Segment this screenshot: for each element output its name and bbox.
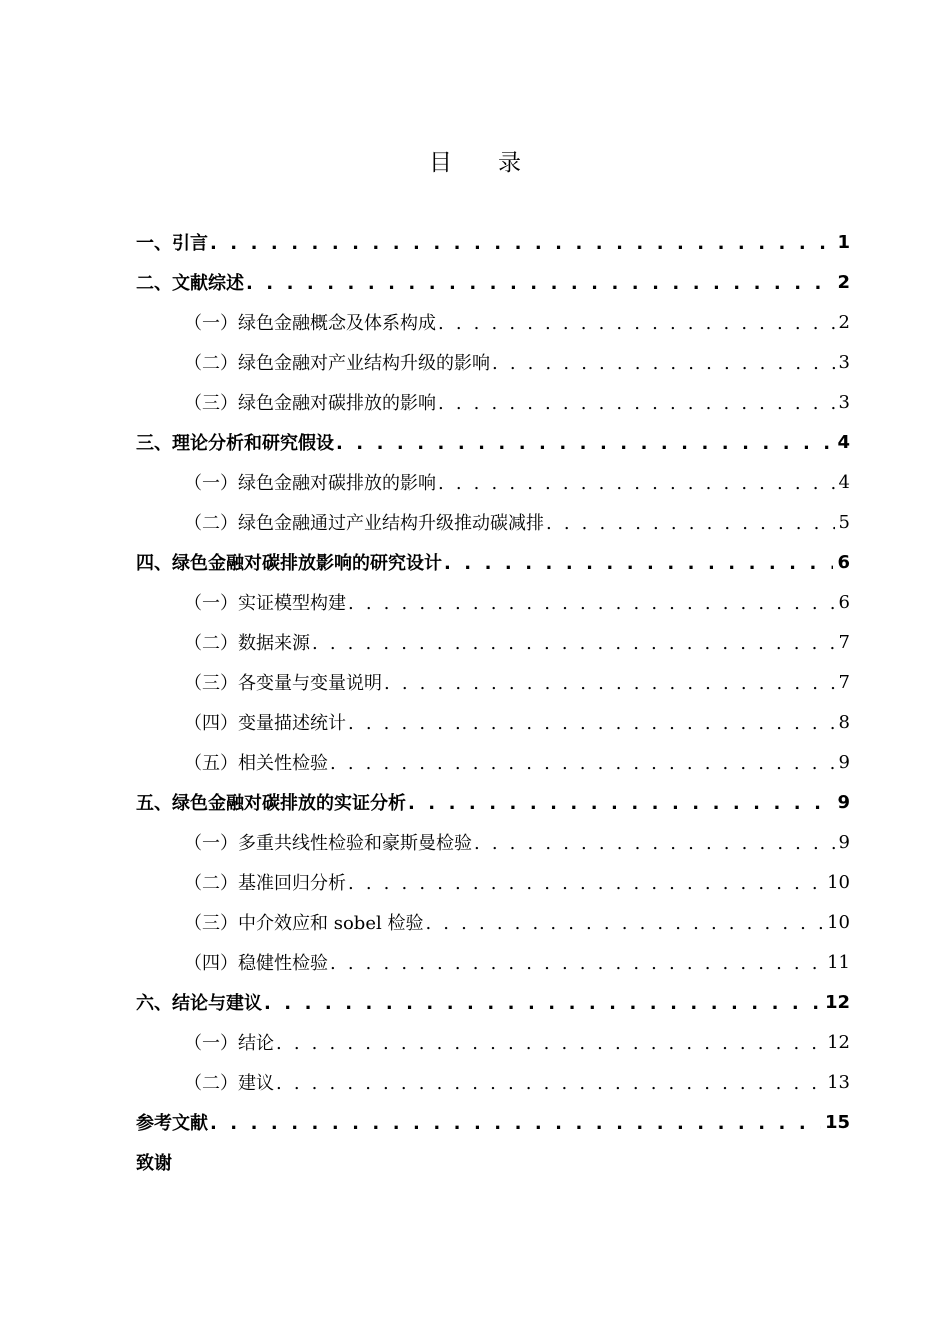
- toc-chapter-entry[interactable]: [136, 1102, 850, 1142]
- toc-section-entry[interactable]: [136, 302, 850, 342]
- toc-entry-title: 绿色金融通过产业结构升级推动碳减排: [238, 513, 544, 534]
- toc-page-number: 6: [837, 551, 850, 573]
- toc-dot-leader: [264, 993, 821, 1014]
- toc-dot-leader: [348, 593, 835, 614]
- toc-entry-title: 变量描述统计: [238, 713, 346, 734]
- toc-entry-title: 基准回归分析: [238, 873, 346, 894]
- table-of-contents: [136, 222, 850, 1182]
- toc-entry-title: 一、引言: [136, 233, 208, 254]
- toc-entry-title: 绿色金融对碳排放的影响: [238, 393, 436, 414]
- toc-dot-leader: [474, 833, 835, 854]
- toc-entry-number: （四）: [184, 713, 238, 734]
- toc-dot-leader: [276, 1073, 823, 1094]
- toc-page-number: 6: [838, 591, 850, 613]
- toc-entry-title: 数据来源: [238, 633, 310, 654]
- toc-page-number: 1: [837, 231, 850, 253]
- toc-section-entry[interactable]: [136, 742, 850, 782]
- toc-entry-title: 相关性检验: [238, 753, 328, 774]
- toc-page-number: 15: [824, 1111, 850, 1133]
- toc-dot-leader: [276, 1033, 823, 1054]
- toc-dot-leader: [336, 433, 833, 454]
- toc-section-entry[interactable]: [136, 702, 850, 742]
- toc-section-entry[interactable]: [136, 862, 850, 902]
- toc-section-entry[interactable]: [136, 502, 850, 542]
- toc-page-number: 4: [838, 471, 850, 493]
- toc-section-entry[interactable]: [136, 582, 850, 622]
- toc-entry-number: （三）: [184, 913, 238, 934]
- toc-page-number: 4: [837, 431, 850, 453]
- toc-chapter-entry[interactable]: [136, 782, 850, 822]
- toc-chapter-entry[interactable]: [136, 262, 850, 302]
- toc-page-number: 11: [827, 951, 850, 973]
- toc-page-number: 7: [838, 671, 850, 693]
- toc-entry-title: 建议: [238, 1073, 274, 1094]
- toc-dot-leader: [330, 753, 835, 774]
- toc-dot-leader: [438, 313, 835, 334]
- toc-entry-title: 绿色金融对碳排放的影响: [238, 473, 436, 494]
- toc-entry-title: 绿色金融概念及体系构成: [238, 313, 436, 334]
- toc-dot-leader: [425, 913, 823, 934]
- toc-page-number: 3: [838, 351, 850, 373]
- toc-entry-title: 五、绿色金融对碳排放的实证分析: [136, 793, 406, 814]
- toc-dot-leader: [348, 713, 835, 734]
- toc-chapter-entry[interactable]: [136, 422, 850, 462]
- toc-chapter-entry[interactable]: [136, 222, 850, 262]
- toc-section-entry[interactable]: [136, 382, 850, 422]
- toc-dot-leader: [210, 233, 833, 254]
- toc-page-number: 12: [827, 1031, 850, 1053]
- toc-entry-number: （二）: [184, 1073, 238, 1094]
- toc-section-entry[interactable]: [136, 662, 850, 702]
- toc-entry-number: （一）: [184, 313, 238, 334]
- toc-entry-number: （一）: [184, 473, 238, 494]
- toc-entry-number: （四）: [184, 953, 238, 974]
- toc-dot-leader: [492, 353, 835, 374]
- toc-dot-leader: [408, 793, 833, 814]
- toc-section-entry[interactable]: [136, 342, 850, 382]
- toc-section-entry[interactable]: [136, 822, 850, 862]
- toc-page-number: 10: [827, 871, 850, 893]
- toc-page-number: 7: [838, 631, 850, 653]
- toc-entry-title: 稳健性检验: [238, 953, 328, 974]
- toc-page-number: 9: [837, 791, 850, 813]
- toc-dot-leader: [444, 553, 833, 574]
- toc-page-number: 2: [838, 311, 850, 333]
- toc-entry-number: （一）: [184, 833, 238, 854]
- toc-section-entry[interactable]: [136, 622, 850, 662]
- toc-entry-number: （二）: [184, 633, 238, 654]
- toc-page-number: 9: [838, 751, 850, 773]
- toc-entry-title: 四、绿色金融对碳排放影响的研究设计: [136, 553, 442, 574]
- toc-dot-leader: [330, 953, 823, 974]
- toc-section-entry[interactable]: [136, 1022, 850, 1062]
- toc-entry-title: 绿色金融对产业结构升级的影响: [238, 353, 490, 374]
- toc-chapter-entry[interactable]: [136, 982, 850, 1022]
- toc-section-entry[interactable]: [136, 462, 850, 502]
- toc-entry-title: 多重共线性检验和豪斯曼检验: [238, 833, 472, 854]
- toc-page-number: 10: [827, 911, 850, 933]
- toc-dot-leader: [384, 673, 835, 694]
- toc-chapter-entry[interactable]: [136, 542, 850, 582]
- toc-section-entry[interactable]: [136, 942, 850, 982]
- toc-entry-number: （二）: [184, 513, 238, 534]
- toc-entry-number: （三）: [184, 393, 238, 414]
- toc-dot-leader: [438, 393, 835, 414]
- toc-entry-number: （三）: [184, 673, 238, 694]
- toc-entry-title: 二、文献综述: [136, 273, 244, 294]
- toc-entry-number: （五）: [184, 753, 238, 774]
- toc-dot-leader: [312, 633, 835, 654]
- toc-chapter-entry[interactable]: [136, 1142, 850, 1182]
- toc-page-number: 5: [838, 511, 850, 533]
- toc-page-number: 12: [824, 991, 850, 1013]
- toc-page-number: 3: [838, 391, 850, 413]
- toc-page-number: 9: [838, 831, 850, 853]
- toc-entry-title: 实证模型构建: [238, 593, 346, 614]
- toc-entry-title: 六、结论与建议: [136, 993, 262, 1014]
- toc-entry-number: （二）: [184, 353, 238, 374]
- toc-dot-leader: [348, 873, 823, 894]
- toc-page-number: 8: [838, 711, 850, 733]
- toc-dot-leader: [210, 1113, 821, 1134]
- toc-title: 目录: [429, 150, 567, 176]
- toc-entry-title: 各变量与变量说明: [238, 673, 382, 694]
- toc-section-entry[interactable]: [136, 1062, 850, 1102]
- toc-entry-title: 结论: [238, 1033, 274, 1054]
- toc-section-entry[interactable]: [136, 902, 850, 942]
- toc-entry-title: 致谢: [136, 1153, 172, 1174]
- toc-page-number: 2: [837, 271, 850, 293]
- toc-dot-leader: [438, 473, 835, 494]
- toc-entry-number: （一）: [184, 1033, 238, 1054]
- toc-entry-title: 中介效应和 sobel 检验: [238, 913, 424, 934]
- toc-entry-number: （二）: [184, 873, 238, 894]
- toc-dot-leader: [246, 273, 833, 294]
- toc-dot-leader: [546, 513, 835, 534]
- toc-page-number: 13: [827, 1071, 850, 1093]
- toc-entry-title: 参考文献: [136, 1113, 208, 1134]
- toc-entry-number: （一）: [184, 593, 238, 614]
- toc-entry-title: 三、理论分析和研究假设: [136, 433, 334, 454]
